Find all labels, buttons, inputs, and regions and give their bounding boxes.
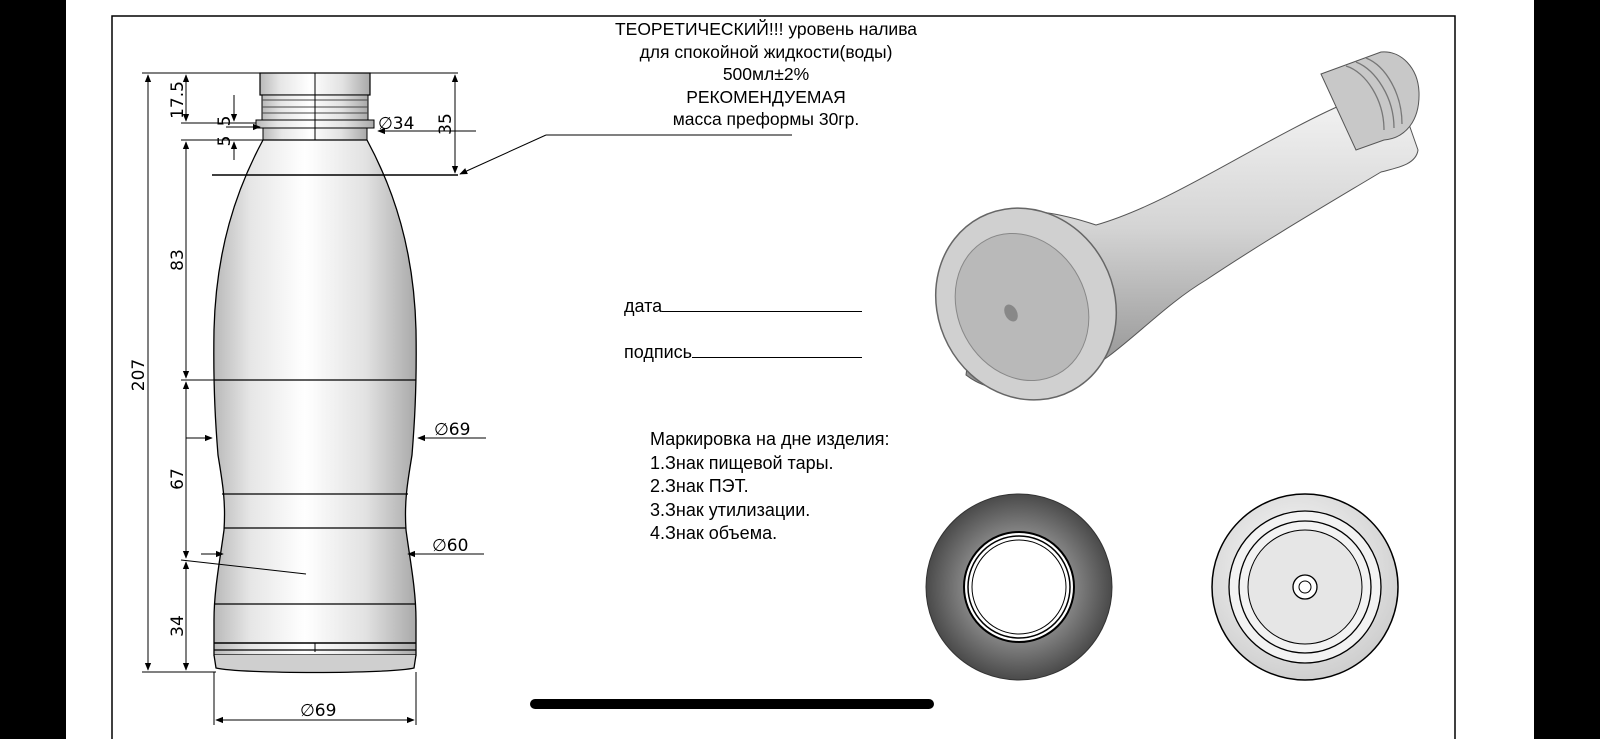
note-line: для спокойной жидкости(воды) [639, 41, 893, 62]
note-line: масса преформы 30гр. [672, 109, 860, 129]
note-line: ТЕОРЕТИЧЕСКИЙ!!! уровень налива [614, 19, 918, 39]
dim-83: 83 [168, 249, 188, 271]
dim-d69-base: ∅69 [300, 701, 337, 721]
date-label: дата [624, 296, 663, 316]
dim-34: 34 [168, 615, 188, 637]
dim-67: 67 [168, 468, 188, 490]
dim-35: 35 [436, 113, 456, 135]
marking-item: 1.Знак пищевой тары. [650, 452, 834, 473]
note-line: РЕКОМЕНДУЕМАЯ [686, 86, 846, 107]
marking-item: 2.Знак ПЭТ. [650, 476, 749, 496]
dim-d34: ∅34 [378, 114, 415, 134]
dim-5-b: 5 [215, 135, 235, 147]
marking-title: Маркировка на дне изделия: [650, 429, 890, 449]
dim-5-a: 5 [215, 115, 235, 127]
signature-line [692, 343, 862, 358]
dim-d60: ∅60 [432, 536, 469, 556]
home-indicator[interactable] [530, 699, 934, 709]
marking-item: 3.Знак утилизации. [650, 499, 811, 520]
date-line [662, 297, 862, 312]
dim-d69-body: ∅69 [434, 420, 471, 440]
date-field [624, 296, 862, 317]
dim-17-5: 17.5 [168, 81, 188, 119]
signature-field [624, 342, 862, 363]
signature-label: подпись [624, 342, 693, 362]
dim-207: 207 [129, 358, 149, 392]
bottle-top-view [926, 494, 1112, 680]
drawing-sheet [66, 0, 1534, 739]
marking-item: 4.Знак объема. [650, 523, 778, 543]
note-line: 500мл±2% [722, 64, 810, 84]
bottom-marking-list [650, 428, 890, 546]
fill-level-note [506, 18, 1026, 131]
bottle-side-view [212, 73, 458, 673]
bottle-bottom-view [1212, 494, 1398, 680]
